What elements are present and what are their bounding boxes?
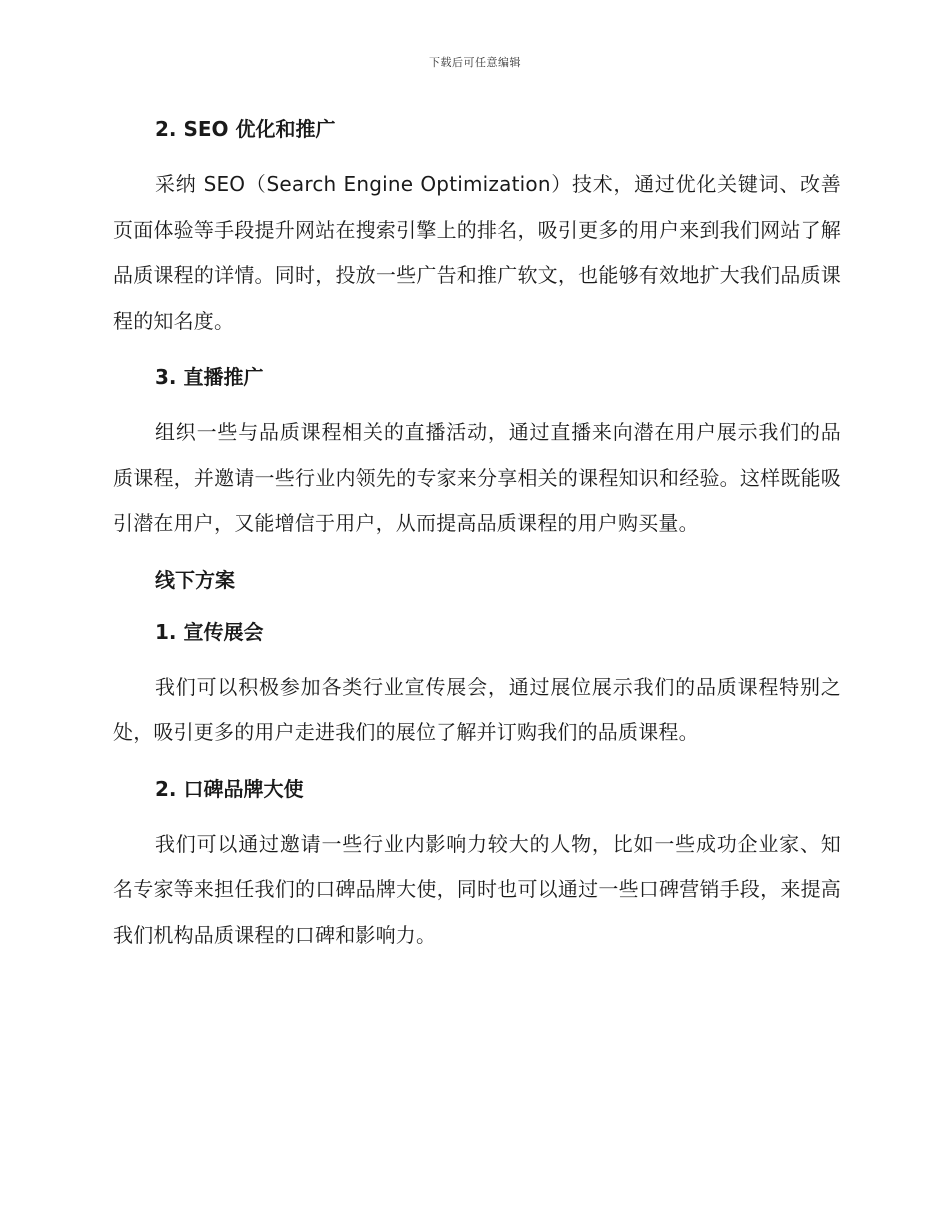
document-body: [113, 110, 841, 972]
paragraph-seo: 采纳 SEO（Search Engine Optimization）技术，通过优化关键词、改善页面体验等手段提升网站在搜索引擎上的排名，吸引更多的用户来到我们网站了解品质课程的详情。同时，投放一些广告和推广软文，也能够有效地扩大我们品质课程的知名度。: [113, 172, 841, 333]
section-heading-seo: 2. SEO 优化和推广: [155, 117, 336, 141]
section-heading-offline: 线下方案: [155, 567, 235, 592]
section-heading-exhibition: 1. 宣传展会: [155, 619, 264, 644]
paragraph-ambassador: 我们可以通过邀请一些行业内影响力较大的人物，比如一些成功企业家、知名专家等来担任我们的口碑品牌大使，同时也可以通过一些口碑营销手段，来提高我们机构品质课程的口碑和影响力。: [113, 831, 841, 947]
section-heading-livestream: 3. 直播推广: [155, 365, 264, 389]
paragraph-exhibition: 我们可以积极参加各类行业宣传展会，通过展位展示我们的品质课程特别之处，吸引更多的用户走进我们的展位了解并订购我们的品质课程。: [113, 674, 841, 744]
header-note: 下载后可任意编辑: [429, 56, 521, 69]
paragraph-livestream: 组织一些与品质课程相关的直播活动，通过直播来向潜在用户展示我们的品质课程，并邀请一些行业内领先的专家来分享相关的课程知识和经验。这样既能吸引潜在用户，又能增信于用户，从而提高品质课程的用户购买量。: [113, 420, 841, 535]
section-heading-ambassador: 2. 口碑品牌大使: [155, 776, 304, 801]
